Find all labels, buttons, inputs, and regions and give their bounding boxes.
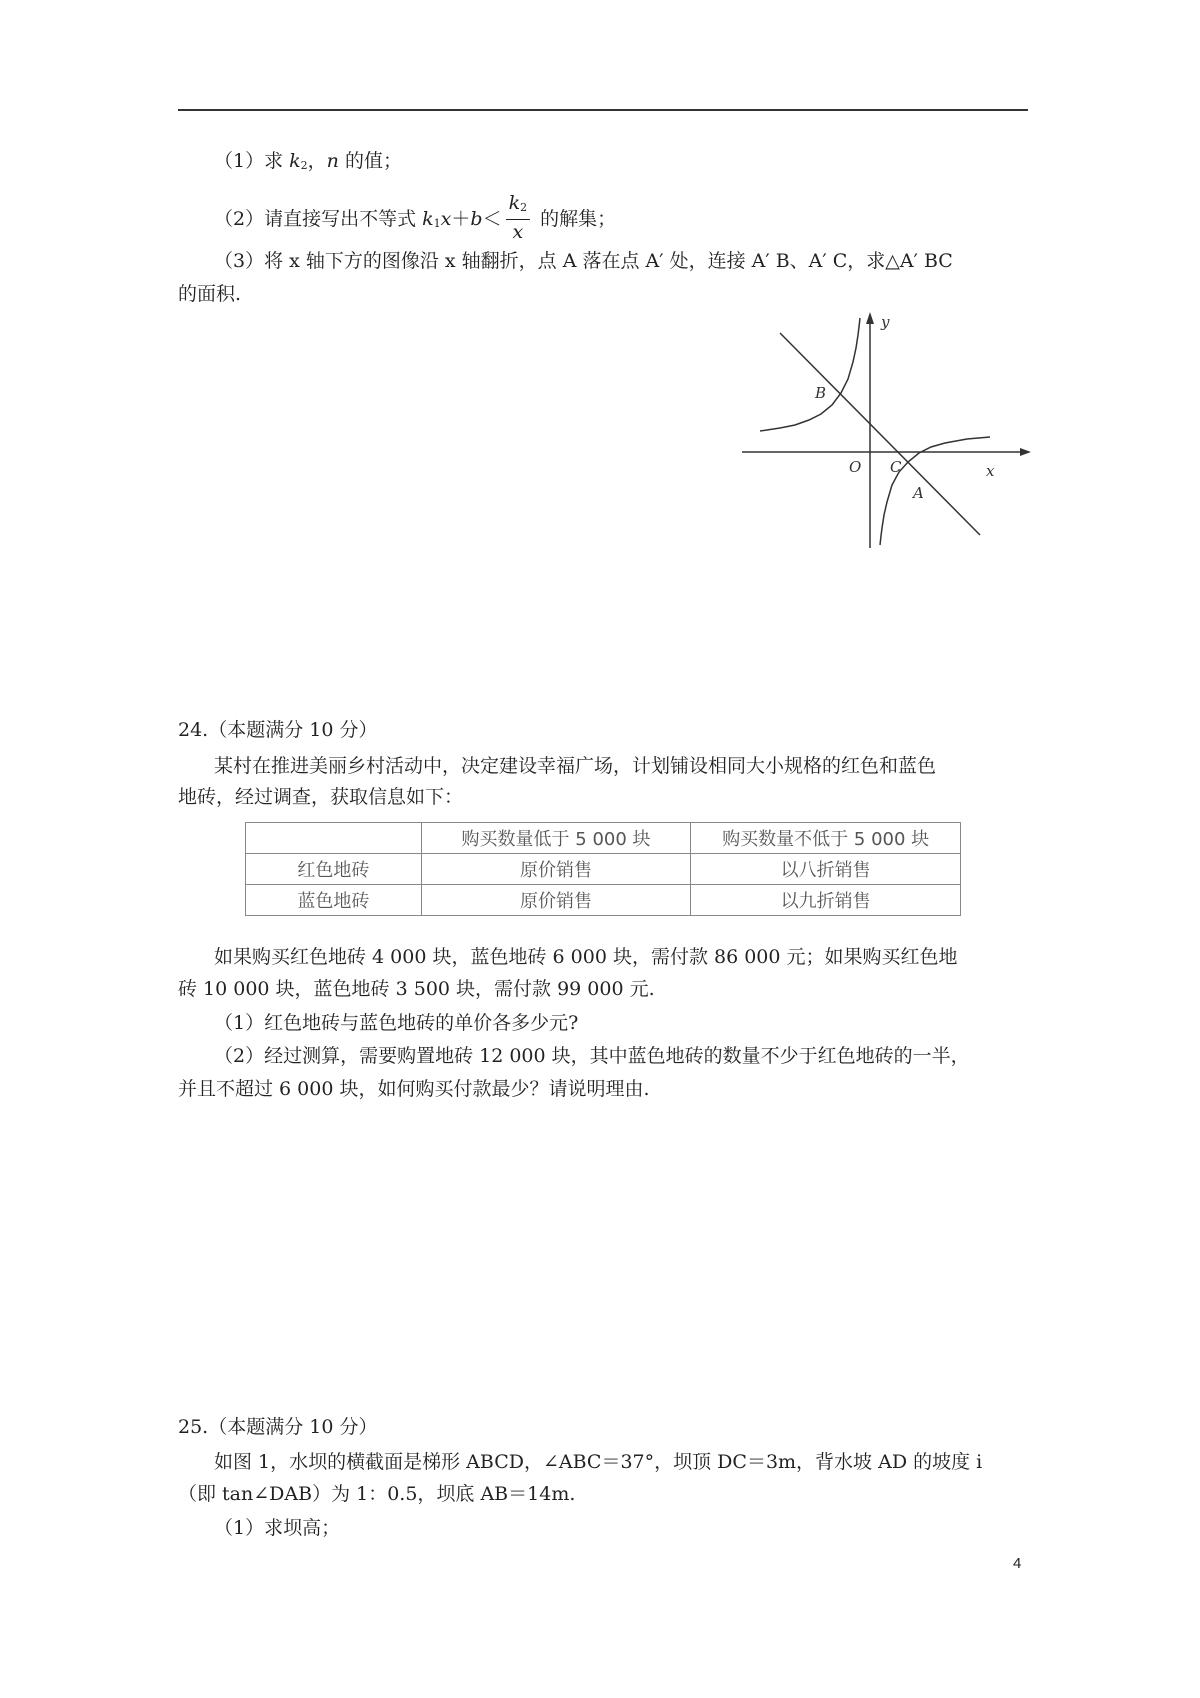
table-cell: 以八折销售 xyxy=(691,854,961,885)
point-b-label: B xyxy=(815,384,827,402)
point-a-label: A xyxy=(913,484,924,502)
fraction-k2-over-x: $\frac{k_2}{x}$ xyxy=(506,192,531,244)
table-cell: 原价销售 xyxy=(421,885,691,916)
q24-intro-line1: 某村在推进美丽乡村活动中，决定建设幸福广场，计划铺设相同大小规格的红色和蓝色 xyxy=(214,755,937,777)
table-header-cell: 购买数量不低于 5 000 块 xyxy=(691,823,961,854)
q23-part3-line2: 的面积. xyxy=(178,283,242,305)
table-cell: 蓝色地砖 xyxy=(246,885,422,916)
table-cell: 红色地砖 xyxy=(246,854,422,885)
linear-graph xyxy=(780,333,980,535)
origin-label: O xyxy=(849,458,862,476)
table-row xyxy=(246,854,961,885)
table-header-cell: 购买数量低于 5 000 块 xyxy=(421,823,691,854)
table-header-row xyxy=(246,823,961,854)
price-table xyxy=(245,822,961,916)
table-row xyxy=(246,885,961,916)
q24-sub1: （1）红色地砖与蓝色地砖的单价各多少元? xyxy=(214,1012,579,1034)
q24-heading: 24.（本题满分 10 分） xyxy=(178,719,378,741)
q23-part1: （1）求 $k_2$，n 的值； xyxy=(214,150,402,172)
table-header-cell xyxy=(246,823,422,854)
x-axis-label: x xyxy=(986,462,995,480)
q24-intro-line2: 地砖，经过调查，获取信息如下： xyxy=(178,786,464,808)
table-cell: 原价销售 xyxy=(421,854,691,885)
y-axis-label: y xyxy=(881,313,890,331)
q25-sub1: （1）求坝高； xyxy=(214,1517,341,1539)
q23-part3-line1: （3）将 x 轴下方的图像沿 x 轴翻折，点 A 落在点 A′ 处，连接 A′ B、A′ C，求△A′ BC xyxy=(214,250,953,272)
q24-sub2-line1: （2）经过测算，需要购置地砖 12 000 块，其中蓝色地砖的数量不少于红色地砖的一半， xyxy=(214,1045,970,1067)
y-axis-arrow xyxy=(866,312,874,324)
q24-info-line1: 如果购买红色地砖 4 000 块，蓝色地砖 6 000 块，需付款 86 000 元；如果购买红色地 xyxy=(214,946,958,968)
point-c-label: C xyxy=(890,458,902,476)
header-rule xyxy=(178,109,1028,111)
q25-heading: 25.（本题满分 10 分） xyxy=(178,1416,378,1438)
q24-info-line2: 砖 10 000 块，蓝色地砖 3 500 块，需付款 99 000 元. xyxy=(178,978,655,1000)
q24-sub2-line2: 并且不超过 6 000 块，如何购买付款最少？请说明理由. xyxy=(178,1078,650,1100)
table-cell: 以九折销售 xyxy=(691,885,961,916)
q25-intro-line2: （即 tan∠DAB）为 1：0.5，坝底 AB＝14m. xyxy=(178,1483,576,1505)
hyperbola-upper-branch xyxy=(760,318,860,431)
page-number: 4 xyxy=(1013,1555,1022,1572)
q25-intro-line1: 如图 1，水坝的横截面是梯形 ABCD，∠ABC＝37°，坝顶 DC＝3m，背水坡 AD 的坡度 i xyxy=(214,1451,983,1473)
q23-part2: （2）请直接写出不等式 $k_1x+b<$ $\frac{k_2}{x}$ 的解集； xyxy=(214,192,617,243)
x-axis-arrow xyxy=(1020,448,1031,456)
function-graph xyxy=(735,308,1035,558)
